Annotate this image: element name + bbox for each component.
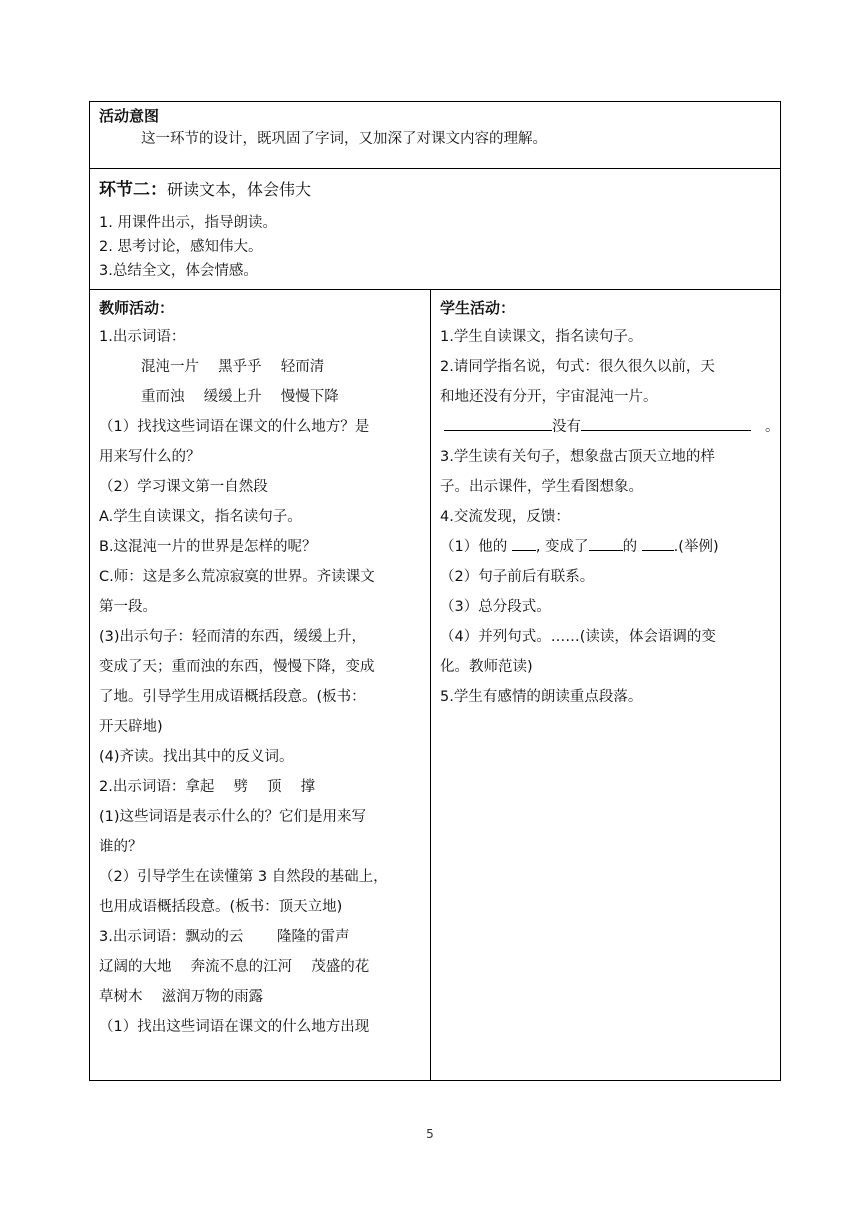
fill-blank	[444, 416, 552, 431]
activity-intent-row	[90, 102, 781, 169]
example-part: （1）他的	[440, 539, 512, 555]
teacher-line: （2）学习课文第一自然段	[99, 479, 268, 495]
student-line: 2.请同学指名说，句式：很久很久以前，天	[440, 359, 715, 375]
teacher-line: C.师：这是多么荒凉寂寞的世界。齐读课文	[99, 569, 375, 585]
fill-blank	[512, 536, 536, 551]
example-part: .(举例)	[673, 539, 719, 555]
fill-in-sentence	[440, 412, 780, 442]
teacher-line: 谁的？	[99, 839, 143, 855]
student-line: 4.交流发现，反馈：	[440, 509, 570, 525]
step-item: 2. 思考讨论，感知伟大。	[99, 239, 263, 255]
teacher-line: 变成了天；重而浊的东西，慢慢下降，变成	[99, 659, 375, 675]
teacher-activity-title: 教师活动：	[99, 299, 175, 317]
teacher-line: 也用成语概括段意。(板书：顶天立地)	[99, 899, 343, 915]
teacher-line: 了地。引导学生用成语概括段意。(板书：	[99, 689, 366, 705]
activities-row	[90, 290, 781, 1081]
teacher-line: 第一段。	[99, 599, 157, 615]
student-line: （2）句子前后有联系。	[440, 569, 595, 585]
section-two-row	[90, 169, 781, 290]
student-activity-title: 学生活动：	[440, 299, 516, 317]
section-two-label: 环节二：	[99, 180, 167, 200]
teacher-line: （2）引导学生在读懂第 3 自然段的基础上，	[99, 869, 388, 885]
student-line: 和地还没有分开，宇宙混沌一片。	[440, 389, 658, 405]
student-line: 5.学生有感情的朗读重点段落。	[440, 689, 643, 705]
step-item: 1. 用课件出示，指导朗读。	[99, 215, 277, 231]
teacher-line: (4)齐读。找出其中的反义词。	[99, 749, 294, 765]
section-two-steps	[99, 211, 772, 283]
example-part: , 变成了	[535, 539, 589, 555]
teacher-line: 开天辟地)	[99, 719, 163, 735]
section-two-name: 研读文本，体会伟大	[167, 180, 312, 199]
teacher-activity-cell	[90, 290, 431, 1081]
teacher-line: (1)这些词语是表示什么的？它们是用来写	[99, 809, 367, 825]
teacher-line: 用来写什么的？	[99, 449, 201, 465]
student-line: 。	[765, 419, 780, 435]
teacher-line: 1.出示词语：	[99, 329, 186, 345]
fill-blank	[581, 416, 751, 431]
teacher-line: 辽阔的大地 奔流不息的江河 茂盛的花	[99, 959, 370, 975]
teacher-line: 3.出示词语：飘动的云 隆隆的雷声	[99, 929, 350, 945]
student-line: （4）并列句式。……(读读，体会语调的变	[440, 629, 716, 645]
fill-blank	[642, 536, 674, 551]
student-line: （3）总分段式。	[440, 599, 551, 615]
student-line: 1.学生自读课文，指名读句子。	[440, 329, 643, 345]
activity-intent-text: 这一环节的设计，既巩固了字词，又加深了对课文内容的理解。	[141, 131, 547, 147]
teacher-line: 重而浊 缓缓上升 慢慢下降	[141, 389, 339, 405]
teacher-line: （1）找找这些词语在课文的什么地方？是	[99, 419, 370, 435]
teacher-line: 2.出示词语：拿起 劈 顶 撑	[99, 779, 316, 795]
student-line: 子。出示课件，学生看图想象。	[440, 479, 643, 495]
example-sentence	[440, 532, 772, 562]
activity-intent-title: 活动意图	[99, 107, 160, 125]
teacher-line: 草树木 滋润万物的雨露	[99, 989, 264, 1005]
teacher-line: A.学生自读课文，指名读句子。	[99, 509, 302, 525]
teacher-line: （1）找出这些词语在课文的什么地方出现	[99, 1019, 370, 1035]
section-two-heading	[99, 177, 772, 203]
student-line: 没有	[552, 419, 581, 435]
teacher-line: (3)出示句子：轻而清的东西，缓缓上升，	[99, 629, 367, 645]
fill-blank	[589, 536, 623, 551]
student-line: 化。教师范读)	[440, 659, 533, 675]
teacher-line: 混沌一片 黑乎乎 轻而清	[141, 359, 325, 375]
student-activity-cell	[431, 290, 781, 1081]
student-line: 3.学生读有关句子，想象盘古顶天立地的样	[440, 449, 715, 465]
page-number: 5	[426, 1127, 434, 1141]
example-part: 的	[622, 539, 642, 555]
teacher-line: B.这混沌一片的世界是怎样的呢？	[99, 539, 317, 555]
lesson-plan-table	[89, 101, 781, 1081]
step-item: 3.总结全文，体会情感。	[99, 263, 258, 279]
